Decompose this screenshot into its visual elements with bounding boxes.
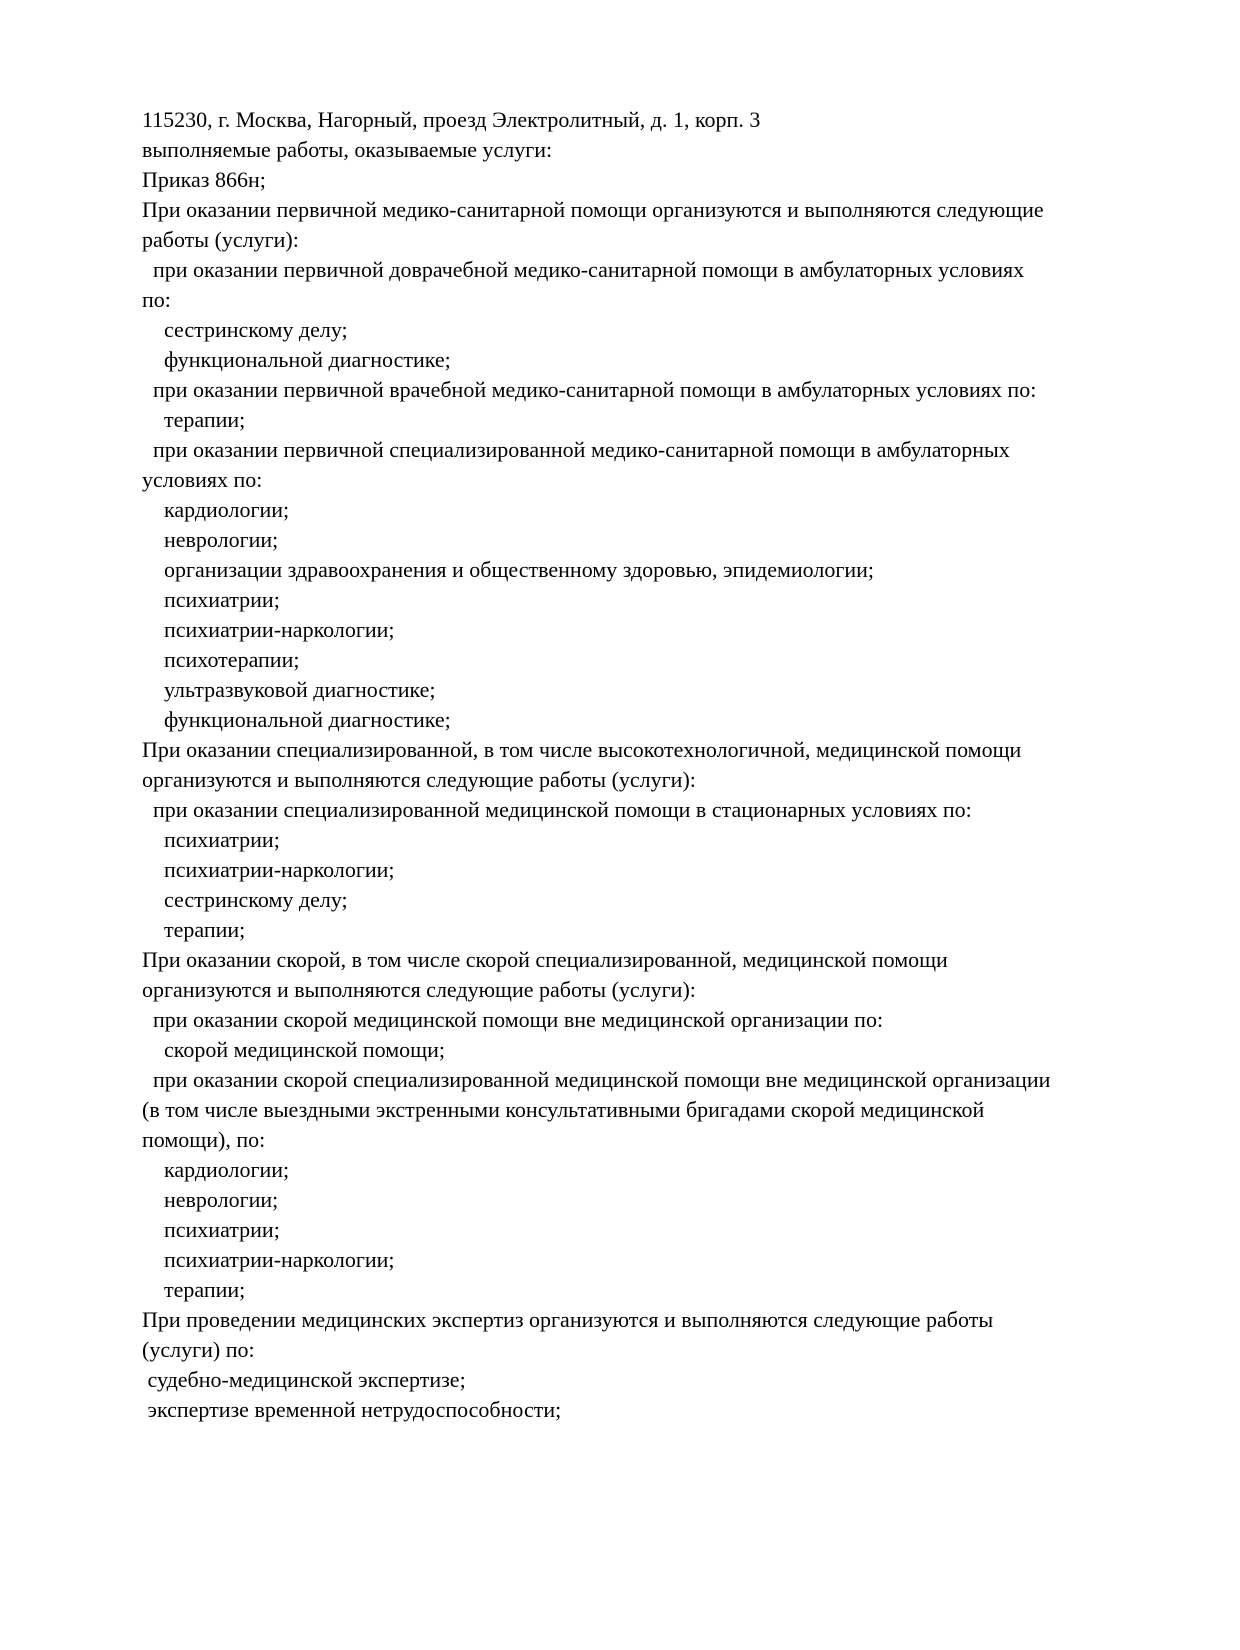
text-line: сестринскому делу; [142,887,348,912]
text-line: организуются и выполняются следующие работы (услуги): [142,977,696,1002]
text-line: неврологии; [142,1187,279,1212]
text-line: функциональной диагностике; [142,347,451,372]
text-line: психиатрии; [142,1217,280,1242]
text-line: психиатрии-наркологии; [142,857,395,882]
text-line: сестринскому делу; [142,317,348,342]
text-line: При оказании скорой, в том числе скорой специализированной, медицинской помощи [142,947,948,972]
text-line: Приказ 866н; [142,167,266,192]
text-line: При оказании специализированной, в том числе высокотехнологичной, медицинской помощи [142,737,1022,762]
text-line: терапии; [142,917,246,942]
text-line: психиатрии; [142,587,280,612]
text-line: помощи), по: [142,1127,266,1152]
text-line: психиатрии; [142,827,280,852]
text-line: психотерапии; [142,647,300,672]
text-line: при оказании первичной врачебной медико-санитарной помощи в амбулаторных условиях по: [142,377,1037,402]
text-line: при оказании первичной доврачебной медико-санитарной помощи в амбулаторных условиях [142,257,1025,282]
text-line: при оказании скорой медицинской помощи вне медицинской организации по: [142,1007,884,1032]
text-line: кардиологии; [142,1157,290,1182]
text-line: При проведении медицинских экспертиз организуются и выполняются следующие работы [142,1307,994,1332]
text-line: ультразвуковой диагностике; [142,677,436,702]
text-line: скорой медицинской помощи; [142,1037,446,1062]
text-line: выполняемые работы, оказываемые услуги: [142,137,553,162]
text-line: организуются и выполняются следующие работы (услуги): [142,767,696,792]
text-line: по: [142,287,171,312]
text-line: организации здравоохранения и общественному здоровью, эпидемиологии; [142,557,875,582]
text-line: (услуги) по: [142,1337,255,1362]
text-line: экспертизе временной нетрудоспособности; [142,1397,562,1422]
text-line: терапии; [142,1277,246,1302]
text-line: при оказании первичной специализированной медико-санитарной помощи в амбулаторных [142,437,1010,462]
text-line: терапии; [142,407,246,432]
text-line: При оказании первичной медико-санитарной помощи организуются и выполняются следующие [142,197,1044,222]
text-line: (в том числе выездными экстренными консультативными бригадами скорой медицинской [142,1097,985,1122]
text-line: при оказании специализированной медицинской помощи в стационарных условиях по: [142,797,972,822]
text-line: при оказании скорой специализированной медицинской помощи вне медицинской организации [142,1067,1051,1092]
text-line: 115230, г. Москва, Нагорный, проезд Электролитный, д. 1, корп. 3 [142,107,761,132]
text-line: судебно-медицинской экспертизе; [142,1367,466,1392]
text-line: функциональной диагностике; [142,707,451,732]
text-line: неврологии; [142,527,279,552]
text-line: условиях по: [142,467,263,492]
text-line: психиатрии-наркологии; [142,1247,395,1272]
text-line: психиатрии-наркологии; [142,617,395,642]
text-line: кардиологии; [142,497,290,522]
document-text-block [142,105,1050,1425]
text-line: работы (услуги): [142,227,299,252]
